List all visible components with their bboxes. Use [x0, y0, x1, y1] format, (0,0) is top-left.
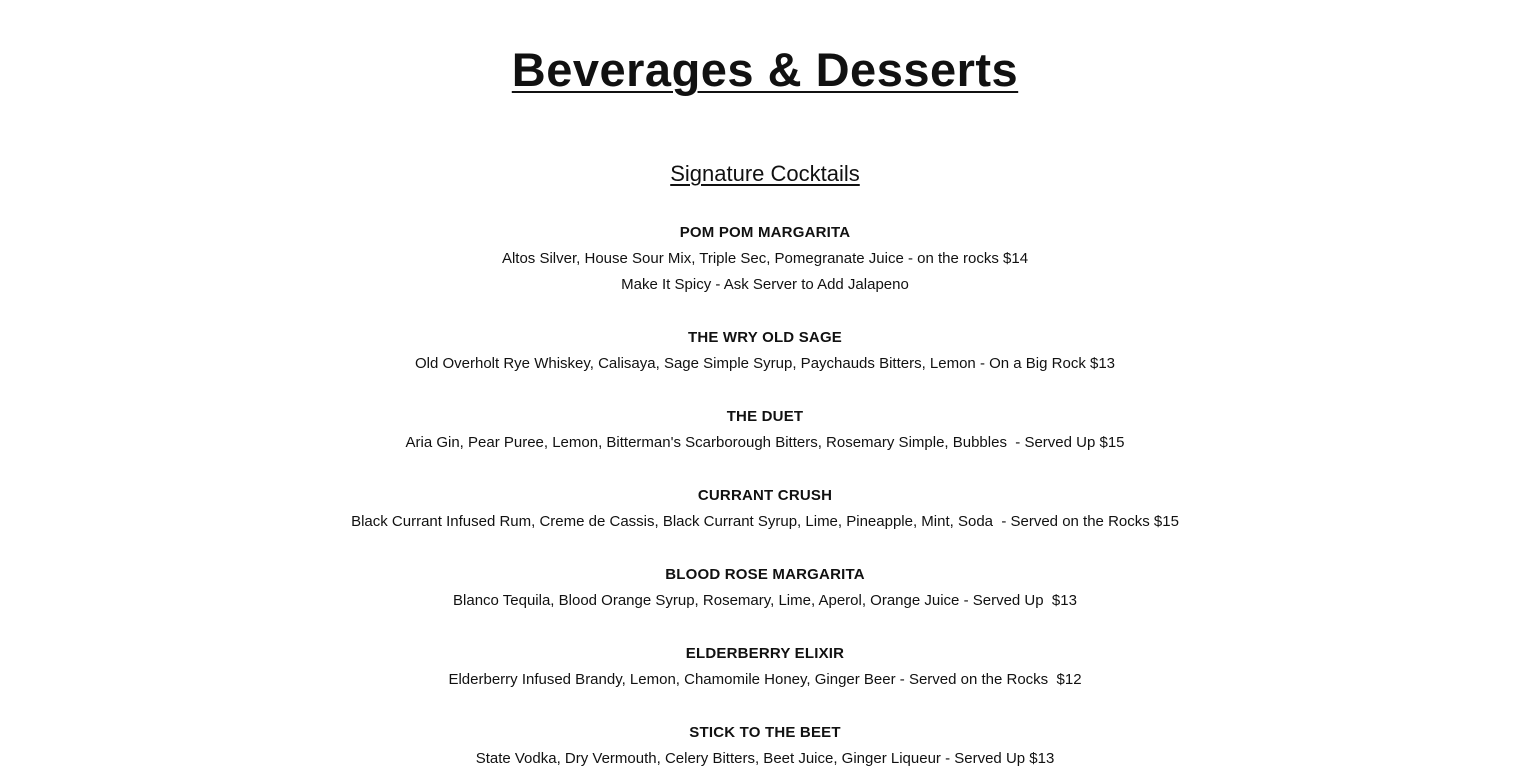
cocktail-item-pom-pom-margarita	[0, 220, 1530, 298]
cocktail-list	[0, 220, 1530, 772]
item-spacer	[0, 298, 1530, 325]
cocktail-item-currant-crush	[0, 483, 1530, 535]
cocktail-description: Blanco Tequila, Blood Orange Syrup, Rosemary, Lime, Aperol, Orange Juice - Served Up $13	[453, 592, 1077, 609]
cocktail-name: BLOOD ROSE MARGARITA	[665, 566, 865, 583]
cocktail-item-stick-to-the-beet	[0, 720, 1530, 772]
cocktail-name: POM POM MARGARITA	[679, 224, 851, 241]
cocktail-item-the-duet	[0, 404, 1530, 456]
cocktail-description: State Vodka, Dry Vermouth, Celery Bitters, Beet Juice, Ginger Liqueur - Served Up $13	[475, 750, 1055, 767]
cocktail-description: Old Overholt Rye Whiskey, Calisaya, Sage Simple Syrup, Paychauds Bitters, Lemon - On a Big Rock $13	[414, 355, 1116, 372]
page-title: Beverages & Desserts	[511, 43, 1019, 96]
cocktail-description: Black Currant Infused Rum, Creme de Cassis, Black Currant Syrup, Lime, Pineapple, Mint, Soda - Served on the Rocks $15	[351, 513, 1179, 530]
item-spacer	[0, 377, 1530, 404]
cocktail-name: THE DUET	[726, 408, 804, 425]
item-spacer	[0, 614, 1530, 641]
cocktail-name: THE WRY OLD SAGE	[687, 329, 843, 346]
item-spacer	[0, 693, 1530, 720]
cocktail-item-blood-rose-margarita	[0, 562, 1530, 614]
cocktail-description: Altos Silver, House Sour Mix, Triple Sec, Pomegranate Juice - on the rocks $14	[501, 250, 1029, 267]
cocktail-item-wry-old-sage	[0, 325, 1530, 377]
item-spacer	[0, 456, 1530, 483]
cocktail-description: Elderberry Infused Brandy, Lemon, Chamomile Honey, Ginger Beer - Served on the Rocks $12	[448, 671, 1082, 688]
cocktail-name: CURRANT CRUSH	[697, 487, 833, 504]
cocktail-item-elderberry-elixir	[0, 641, 1530, 693]
item-spacer	[0, 535, 1530, 562]
cocktail-name: STICK TO THE BEET	[689, 724, 841, 741]
cocktail-description: Aria Gin, Pear Puree, Lemon, Bitterman's Scarborough Bitters, Rosemary Simple, Bubbles - Served Up $15	[405, 434, 1125, 451]
cocktail-note: Make It Spicy - Ask Server to Add Jalapeno	[621, 276, 909, 293]
cocktail-name: ELDERBERRY ELIXIR	[685, 645, 845, 662]
section-title-signature-cocktails: Signature Cocktails	[670, 161, 860, 186]
